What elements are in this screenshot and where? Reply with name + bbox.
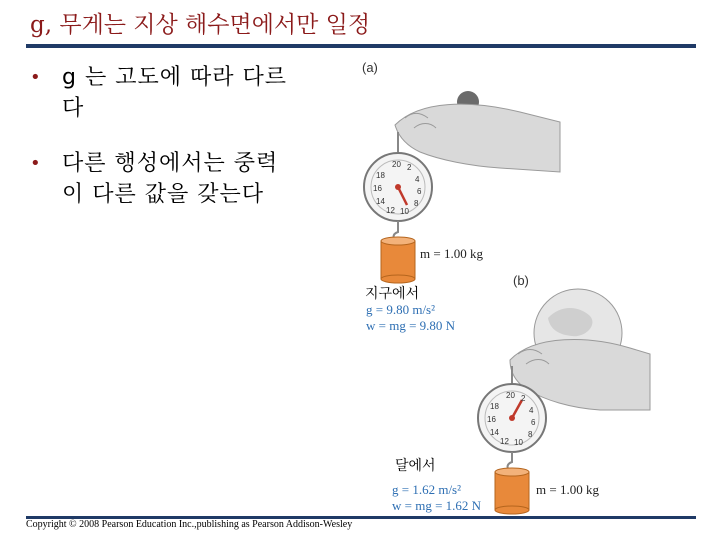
dial-number: 2 — [521, 394, 526, 403]
dial-number: 6 — [417, 187, 422, 196]
dial-number: 14 — [376, 197, 385, 206]
dial-number: 12 — [500, 437, 509, 446]
bullet-marker: • — [30, 153, 42, 174]
moon-mass-label: m = 1.00 kg — [536, 482, 599, 497]
panel-label-b: (b) — [513, 273, 529, 288]
dial-number: 8 — [414, 199, 419, 208]
moon-weight-formula: w = mg = 1.62 N — [392, 498, 482, 513]
dial-number: 4 — [529, 406, 534, 415]
weight-block — [381, 241, 415, 279]
dial-number: 10 — [514, 438, 523, 447]
bullet-text-line: 다 — [62, 96, 85, 121]
dial-number: 6 — [531, 418, 536, 427]
dial-number: 12 — [386, 206, 395, 215]
dial-number: 20 — [506, 391, 515, 400]
copyright-footer: Copyright © 2008 Pearson Education Inc.,publishing as Pearson Addison-Wesley — [26, 519, 353, 530]
panel-label-a: (a) — [362, 60, 378, 75]
bullet-text-line: 이 다른 값을 갖는다 — [62, 182, 264, 207]
earth-weight-formula: w = mg = 9.80 N — [366, 318, 456, 333]
moon-gravity-formula: g = 1.62 m/s² — [392, 482, 462, 497]
bullet-marker: • — [30, 67, 42, 88]
moon-caption: 달에서 — [395, 458, 436, 474]
dial-number: 14 — [490, 428, 499, 437]
earth-mass-label: m = 1.00 kg — [420, 246, 483, 261]
dial-number: 16 — [487, 415, 496, 424]
earth-gravity-formula: g = 9.80 m/s² — [366, 302, 436, 317]
slide-title: g, 무게는 지상 해수면에서만 일정 — [30, 12, 371, 38]
dial-number: 4 — [415, 175, 420, 184]
dial-number: 2 — [407, 163, 412, 172]
moon-panel-art — [478, 289, 650, 514]
dial-number: 18 — [376, 171, 385, 180]
earth-caption: 지구에서 — [365, 286, 420, 302]
bullet-text-line: 다른 행성에서는 중력 — [62, 151, 279, 176]
weight-block — [495, 472, 529, 510]
dial-number: 20 — [392, 160, 401, 169]
dial-number: 8 — [528, 430, 533, 439]
dial-number: 10 — [400, 207, 409, 216]
dial-number: 18 — [490, 402, 499, 411]
bullet-text-line: g 는 고도에 따라 다르 — [62, 65, 287, 90]
dial-number: 16 — [373, 184, 382, 193]
